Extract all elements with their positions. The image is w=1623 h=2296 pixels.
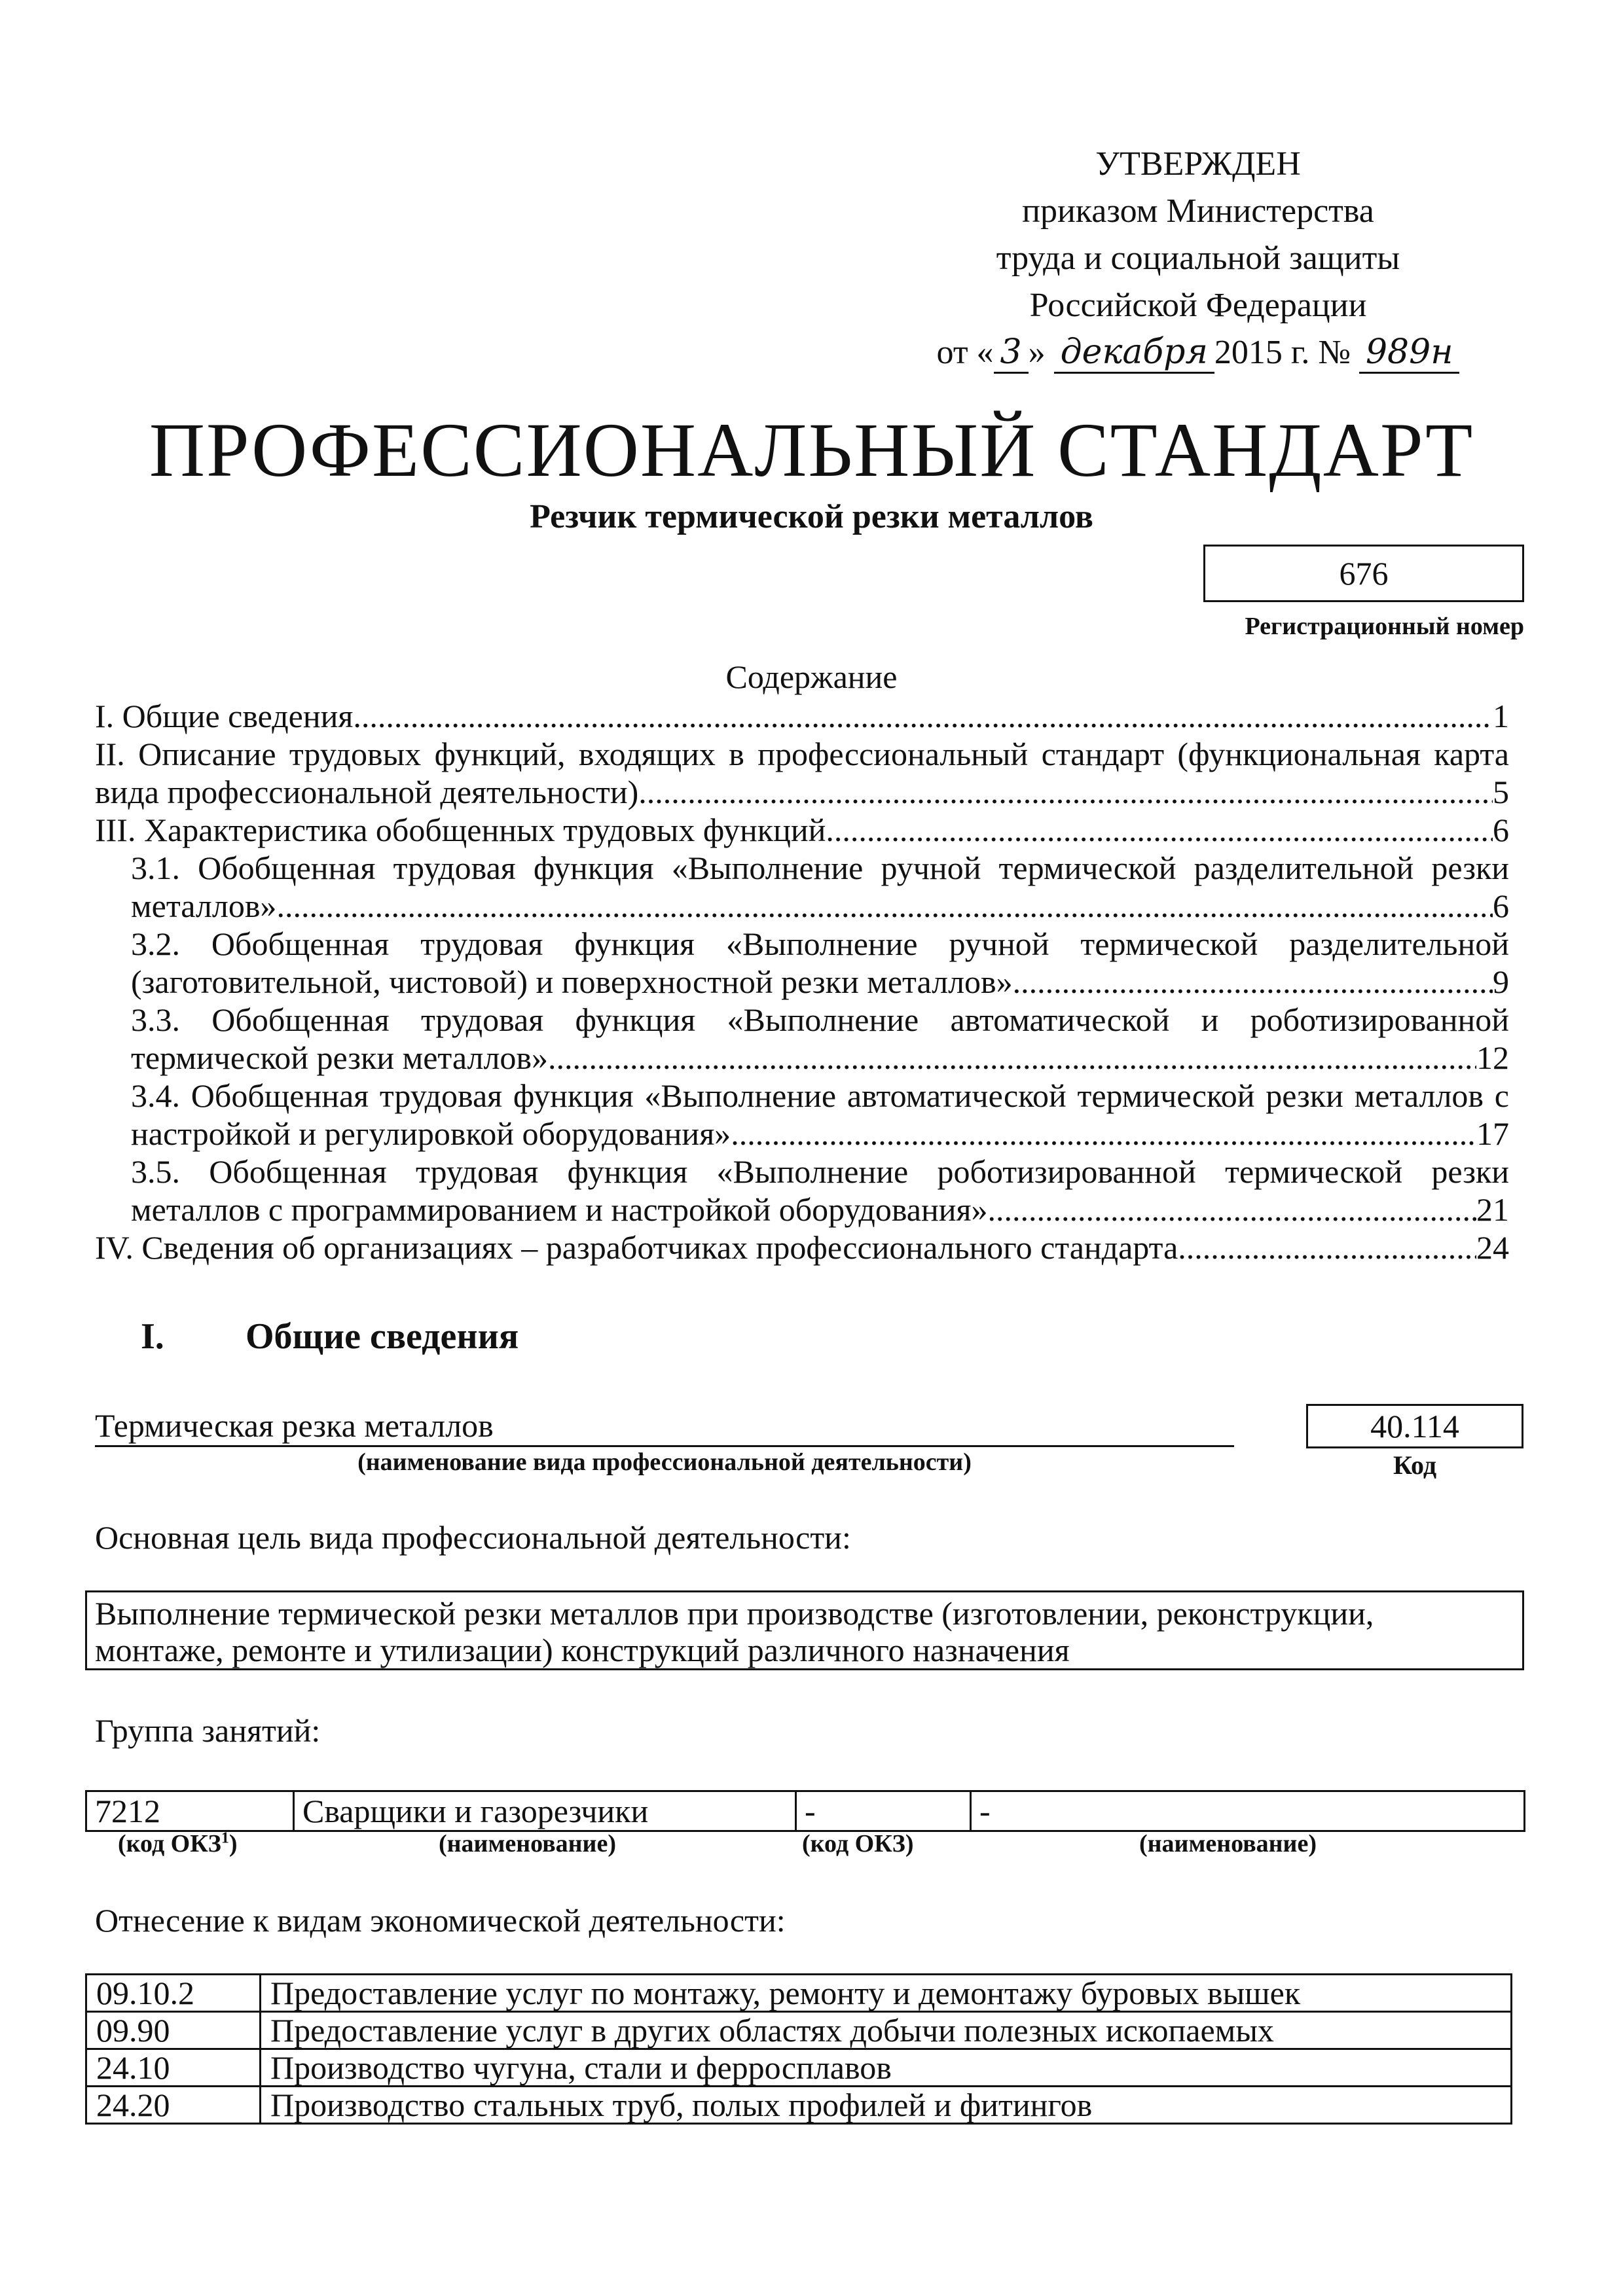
toc-entry-3-2[interactable] [95,925,1509,1001]
toc-entry-3-4[interactable] [95,1077,1509,1153]
toc-entry-4[interactable] [95,1229,1509,1266]
okved-code-cell: 09.10.2 [86,1975,261,2012]
date-prefix: от « [936,334,994,371]
okved-code-cell: 24.10 [86,2049,261,2087]
table-of-contents [95,697,1509,1266]
okz-code-cell: 7212 [86,1791,294,1831]
approval-line-3: труда и социальной защиты [996,240,1400,277]
toc-entry-text-line1: 3.4. Обобщенная трудовая функция «Выполнение автоматической термической резки металлов с [131,1077,1509,1114]
caption-text: (код ОКЗ [118,1830,221,1857]
handwritten-day: 3 [994,332,1029,374]
date-year: 2015 г. № [1214,334,1351,371]
caption-okz-code [118,1829,238,1858]
okz-name2-cell: - [971,1791,1525,1831]
toc-entry-text-line1: 3.2. Обобщенная трудовая функция «Выполнение ручной термической разделительной [131,925,1509,962]
table-row [86,2049,1512,2087]
table-row [86,1975,1512,2012]
toc-entry-text: (заготовительной, чистовой) и поверхностной резки металлов» [131,963,1013,1000]
document-subtitle: Резчик термической резки металлов [530,498,1093,535]
toc-entry-text-line1: 3.5. Обобщенная трудовая функция «Выполнение роботизированной термической резки [131,1153,1509,1190]
table-row [86,2012,1512,2049]
okz-code2-cell: - [796,1791,971,1831]
handwritten-order-number: 989н [1359,332,1460,374]
handwritten-month: декабря [1054,332,1214,374]
toc-entry-page: 21 [1476,1191,1509,1228]
table-row [86,2087,1512,2124]
goal-text-line1: Выполнение термической резки металлов при производстве (изготовлении, реконструкции, [95,1595,1374,1632]
okved-name-cell: Производство стальных труб, полых профилей и фитингов [261,2087,1512,2124]
toc-entry-text: I. Общие сведения [95,698,354,734]
toc-entry-3-5[interactable] [95,1153,1509,1229]
toc-entry-text: настройкой и регулировкой оборудования» [131,1115,731,1152]
section-number: I. [141,1316,164,1357]
okz-name-cell: Сварщики и газорезчики [294,1791,796,1831]
toc-entry-3-1[interactable] [95,849,1509,925]
approval-date-line [903,329,1493,376]
toc-entry-page: 12 [1476,1039,1509,1076]
caption-name-2: (наименование) [1139,1830,1317,1857]
toc-entry-page: 24 [1476,1229,1509,1266]
table-row [86,1791,1525,1831]
okved-code-cell: 09.90 [86,2012,261,2049]
approval-line-2: приказом Министерства [1022,192,1374,230]
occupation-group-table [85,1790,1525,1832]
economic-activity-table [85,1973,1512,2125]
okved-name-cell: Предоставление услуг по монтажу, ремонту и демонтажу буровых вышек [261,1975,1512,2012]
toc-entry-1[interactable] [95,697,1509,735]
date-mid: » [1028,334,1046,371]
group-label: Группа занятий: [95,1712,321,1749]
toc-entry-page: 17 [1476,1115,1509,1152]
document-title: ПРОФЕССИОНАЛЬНЫЙ СТАНДАРТ [149,407,1474,493]
toc-entry-page: 9 [1493,963,1509,1000]
caption-text-end: ) [228,1830,238,1857]
toc-entry-text-line1: II. Описание трудовых функций, входящих в профессиональный стандарт (функциональная карта [95,736,1509,772]
activity-name: Термическая резка металлов [95,1406,1234,1447]
registration-number-label: Регистрационный номер [1245,613,1524,640]
activity-code-box: 40.114 [1306,1404,1523,1448]
caption-name: (наименование) [439,1830,616,1857]
approval-line-4: Российской Федерации [1029,287,1367,324]
okved-name-cell: Предоставление услуг в других областях добычи полезных ископаемых [261,2012,1512,2049]
toc-entry-3[interactable] [95,811,1509,849]
caption-okz-code-2: (код ОКЗ) [802,1830,914,1857]
toc-entry-page: 6 [1493,888,1509,924]
toc-entry-text-line1: 3.1. Обобщенная трудовая функция «Выполнение ручной термической разделительной резки [131,850,1509,886]
goal-box [85,1590,1524,1670]
economic-activity-label: Отнесение к видам экономической деятельности: [95,1902,786,1939]
toc-entry-text: металлов» [131,888,277,924]
approval-line-1: УТВЕРЖДЕН [1095,145,1301,183]
toc-entry-2[interactable] [95,735,1509,811]
toc-entry-text-line1: 3.3. Обобщенная трудовая функция «Выполнение автоматической и роботизированной [131,1001,1509,1038]
approval-block [903,141,1493,376]
toc-entry-text: вида профессиональной деятельности) [95,774,639,810]
toc-entry-text: IV. Сведения об организациях – разработчиках профессионального стандарта [95,1229,1178,1266]
registration-number-box: 676 [1203,545,1524,602]
toc-entry-3-3[interactable] [95,1001,1509,1077]
activity-code-caption: Код [1393,1450,1437,1480]
activity-caption: (наименование вида профессиональной деятельности) [357,1448,972,1476]
goal-text-line2: монтаже, ремонте и утилизации) конструкций различного назначения [95,1632,1070,1668]
toc-entry-text: термической резки металлов» [131,1039,549,1076]
section-heading [141,1316,519,1357]
toc-entry-page: 6 [1493,812,1509,848]
toc-title: Содержание [725,658,898,695]
toc-entry-text: металлов с программированием и настройкой оборудования» [131,1191,988,1228]
footnote-mark[interactable]: 1 [221,1829,229,1847]
toc-entry-page: 1 [1493,698,1509,734]
section-title: Общие сведения [246,1316,519,1357]
okved-code-cell: 24.20 [86,2087,261,2124]
toc-entry-text: III. Характеристика обобщенных трудовых функций [95,812,826,848]
goal-label: Основная цель вида профессиональной деятельности: [95,1519,851,1556]
okved-name-cell: Производство чугуна, стали и ферросплавов [261,2049,1512,2087]
toc-entry-page: 5 [1493,774,1509,810]
